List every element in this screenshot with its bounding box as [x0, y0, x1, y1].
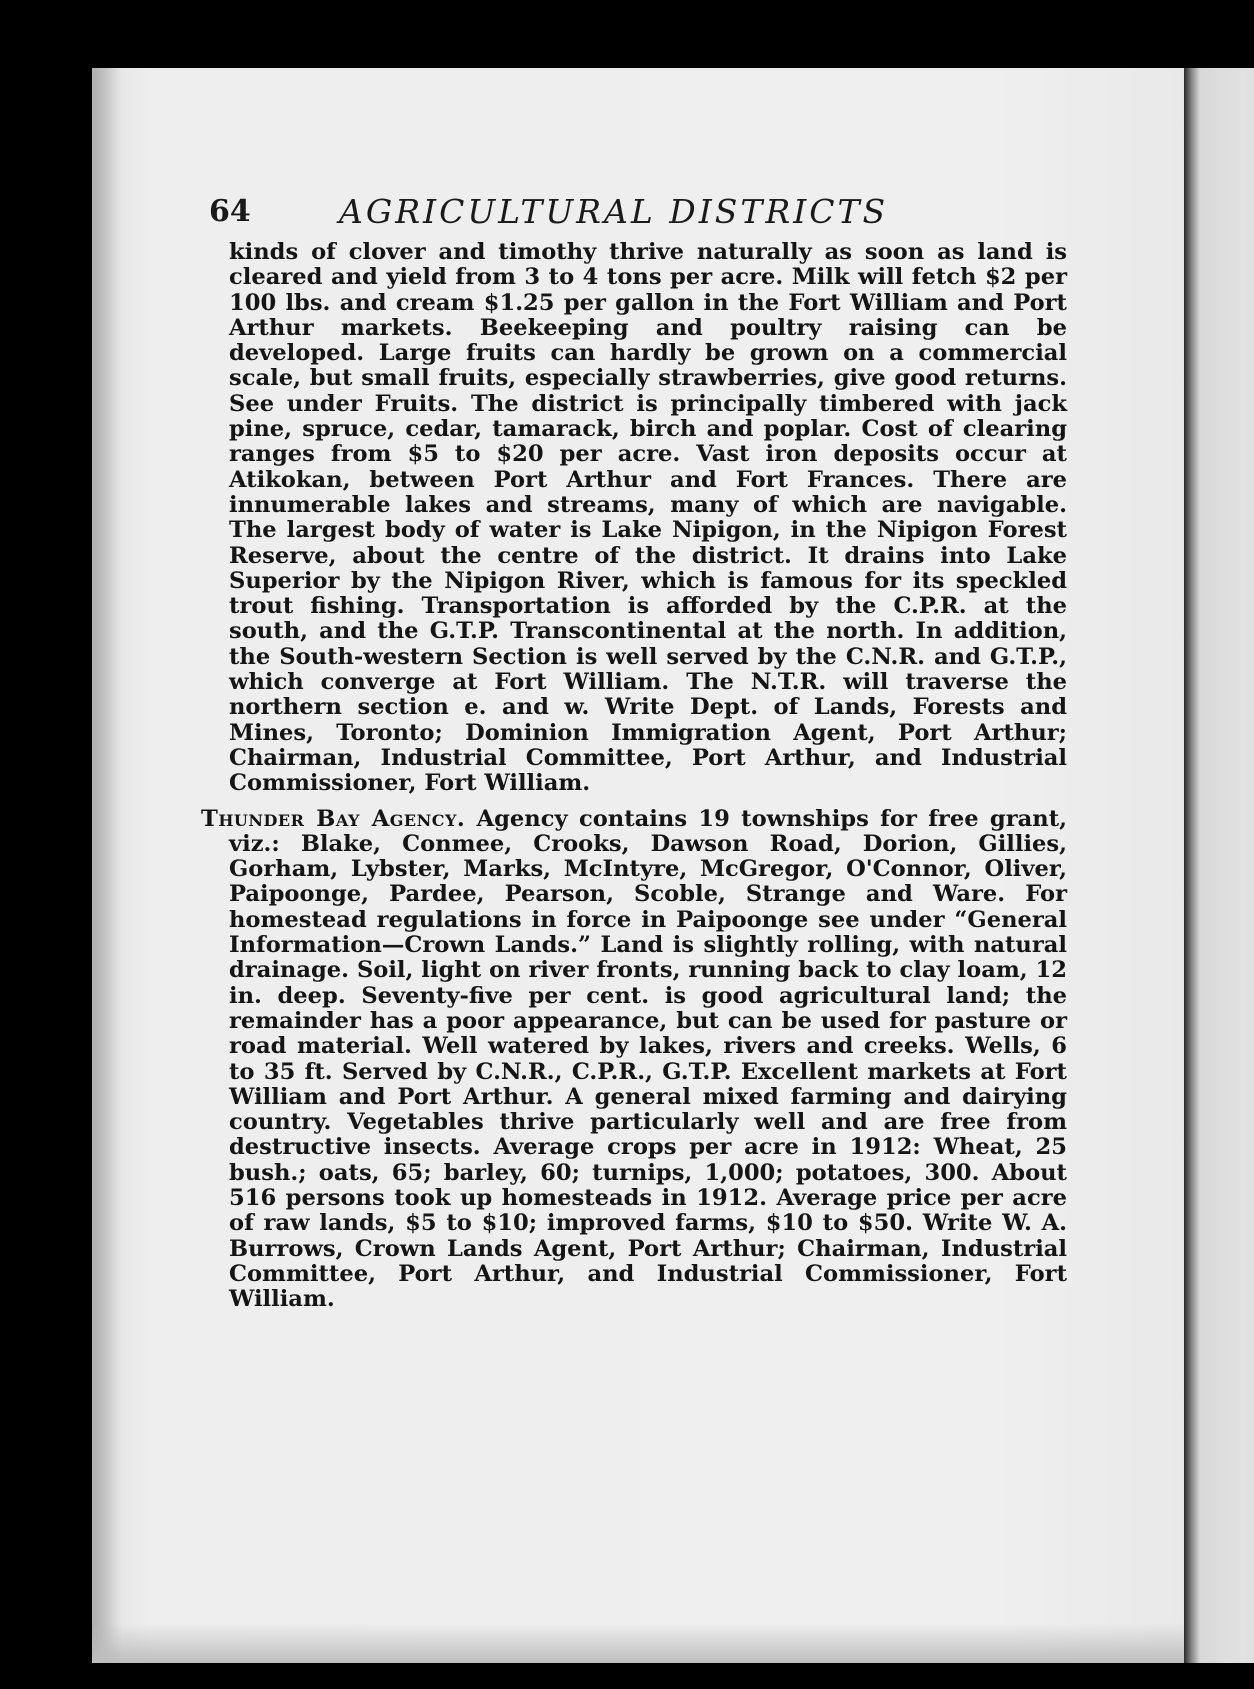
page-number: 64: [209, 194, 251, 229]
page-content: [92, 68, 1092, 1663]
paragraph-thunder-bay-agency: [201, 807, 1067, 1313]
paragraph-continued: kinds of clover and timothy thrive naturally as soon as land is cleared and yield from 3 to 4 tons per acre. Milk will fetch $2 per 100 lbs. and cream $1.25 per gallon in the Fort William and Port Arthur markets. Beekeeping and poultry raising can be developed. Large fruits can hardly be grown on a commercial scale, but small fruits, especially strawberries, give good returns. See under Fruits. The district is principally timbered with jack pine, spruce, cedar, tamarack, birch and poplar. Cost of clearing ranges from $5 to $20 per acre. Vast iron deposits occur at Atikokan, between Port Arthur and Fort Frances. There are innumerable lakes and streams, many of which are navigable. The largest body of water is Lake Nipigon, in the Nipigon Forest Reserve, about the centre of the district. It drains into Lake Superior by the Nipigon River, which is famous for its speckled trout fishing. Transportation is afforded by the C.P.R. at the south, and the G.T.P. Transcontinental at the north. In addition, the South-western Section is well served by the C.N.R. and G.T.P., which converge at Fort William. The N.T.R. will traverse the northern section e. and w. Write Dept. of Lands, Forests and Mines, Toronto; Dominion Immigration Agent, Port Arthur; Chairman, Industrial Committee, Port Arthur, and Industrial Commissioner, Fort William.: [229, 239, 1067, 797]
entry-body-thunder-bay-agency: Agency contains 19 townships for free grant, viz.: Blake, Conmee, Crooks, Dawson Road, Dorion, Gillies, Gorham, Lybster, Marks, McIntyre, McGregor, O'Connor, Oliver, Paipoonge, Pardee, Pearson, Scoble, Strange and Ware. For homestead regulations in force in Paipoonge see under “General Information—Crown Lands.” Land is slightly rolling, with natural drainage. Soil, light on river fronts, running back to clay loam, 12 in. deep. Seventy-five per cent. is good agricultural land; the remainder has a poor appearance, but can be used for pasture or road material. Well watered by lakes, rivers and creeks. Wells, 6 to 35 ft. Served by C.N.R., C.P.R., G.T.P. Excellent markets at Fort William and Port Arthur. A general mixed farming and dairying country. Vegetables thrive particularly well and are free from destructive insects. Average crops per acre in 1912: Wheat, 25 bush.; oats, 65; barley, 60; turnips, 1,000; potatoes, 300. About 516 persons took up homesteads in 1912. Average price per acre of raw lands, $5 to $10; improved farms, $10 to $50. Write W. A. Burrows, Crown Lands Agent, Port Arthur; Chairman, Industrial Committee, Port Arthur, and Industrial Commissioner, Fort William.: [229, 805, 1067, 1313]
body-text: [201, 239, 1067, 1313]
entry-heading-thunder-bay-agency: Thunder Bay Agency.: [201, 805, 466, 832]
page-header: [209, 186, 969, 246]
running-head: AGRICULTURAL DISTRICTS: [339, 192, 889, 231]
book-spine: [1184, 68, 1254, 1663]
